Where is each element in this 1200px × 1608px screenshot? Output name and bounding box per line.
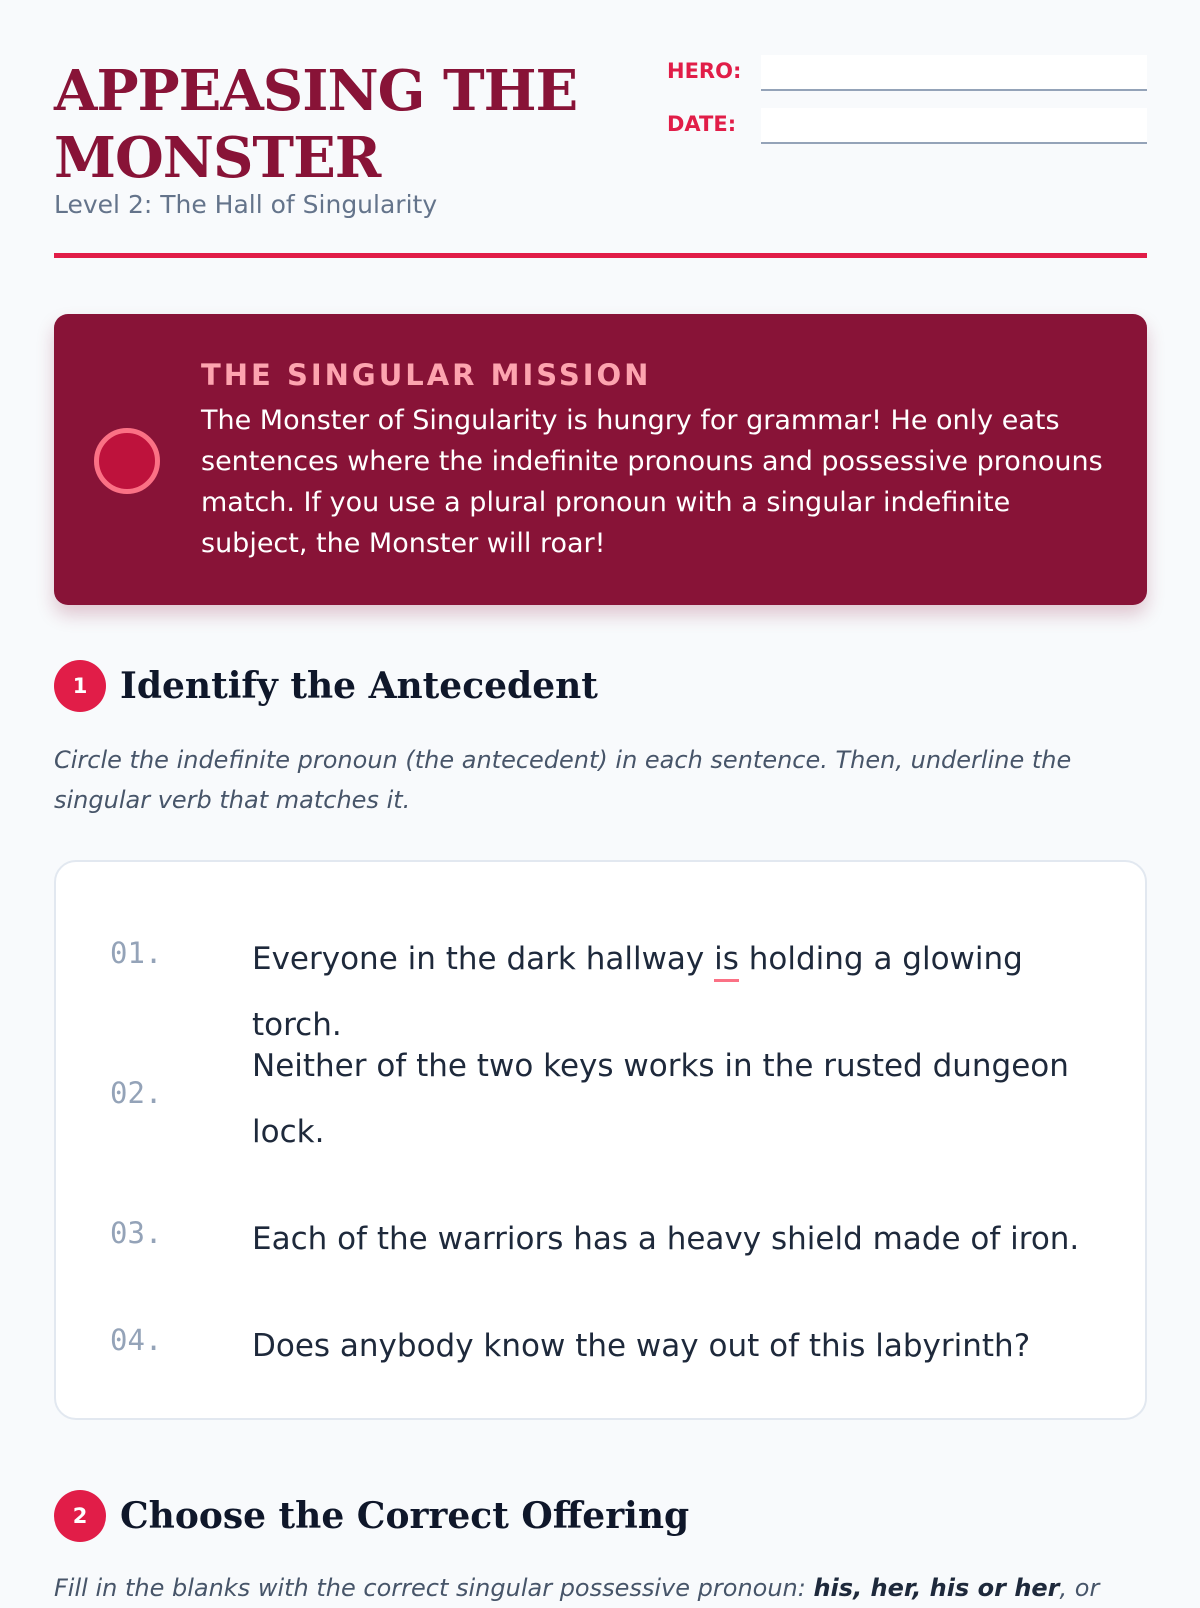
sentence-part: Everyone in the dark hallway xyxy=(252,941,715,977)
section-title: Choose the Correct Offering xyxy=(120,1495,690,1537)
section-1-instructions: Circle the indefinite pronoun (the antecedent) in each sentence. Then, underline the singular verb that matches it. xyxy=(54,746,1072,814)
section-title: Identify the Antecedent xyxy=(120,665,598,707)
worksheet-header xyxy=(54,0,1147,262)
section-1-heading xyxy=(54,660,1147,712)
item-number: 02. xyxy=(110,1076,163,1110)
hero-label: HERO: xyxy=(667,59,742,83)
header-divider xyxy=(54,253,1147,258)
mission-box xyxy=(54,314,1147,605)
item-number: 01. xyxy=(110,936,163,970)
page-title: APPEASING THE MONSTER xyxy=(54,58,578,191)
sentence-part: holding a glowing torch. xyxy=(252,941,1023,1043)
date-field[interactable] xyxy=(761,108,1147,144)
sentence-text: Does anybody know the way out of this labyrinth? xyxy=(252,1328,1031,1364)
section-2-heading xyxy=(54,1490,1147,1542)
mission-title: THE SINGULAR MISSION xyxy=(201,358,652,392)
item-number: 03. xyxy=(110,1216,163,1250)
date-row xyxy=(667,108,1147,161)
student-info xyxy=(667,55,1147,161)
hero-row xyxy=(667,55,1147,108)
hero-name-field[interactable] xyxy=(761,55,1147,91)
sentence-card xyxy=(54,860,1147,1420)
sentence-text: Each of the warriors has a heavy shield made of iron. xyxy=(252,1221,1080,1257)
date-label: DATE: xyxy=(667,112,737,136)
instructions-text: Fill in the blanks with the correct singular possessive pronoun: xyxy=(54,1574,814,1602)
section-2-instructions xyxy=(54,1568,1147,1608)
section-number-badge: 2 xyxy=(54,1490,106,1542)
underlined-verb: is xyxy=(714,941,739,982)
circle-target-icon xyxy=(94,428,160,494)
page-subtitle: Level 2: The Hall of Singularity xyxy=(54,190,438,219)
mission-text: The Monster of Singularity is hungry for grammar! He only eats sentences where the indefinite pronouns and possessive pronouns match. If you use a plural pronoun with a singular indefinite subject, the Monster will roar! xyxy=(201,405,1103,559)
section-number-badge: 1 xyxy=(54,660,106,712)
item-number: 04. xyxy=(110,1323,163,1357)
sentence-text: Neither of the two keys works in the rusted dungeon lock. xyxy=(252,1048,1069,1150)
worksheet-page xyxy=(54,0,1147,1602)
pronoun-options: his, her, his or her xyxy=(813,1574,1060,1602)
instructions-text: , or xyxy=(1059,1574,1100,1602)
